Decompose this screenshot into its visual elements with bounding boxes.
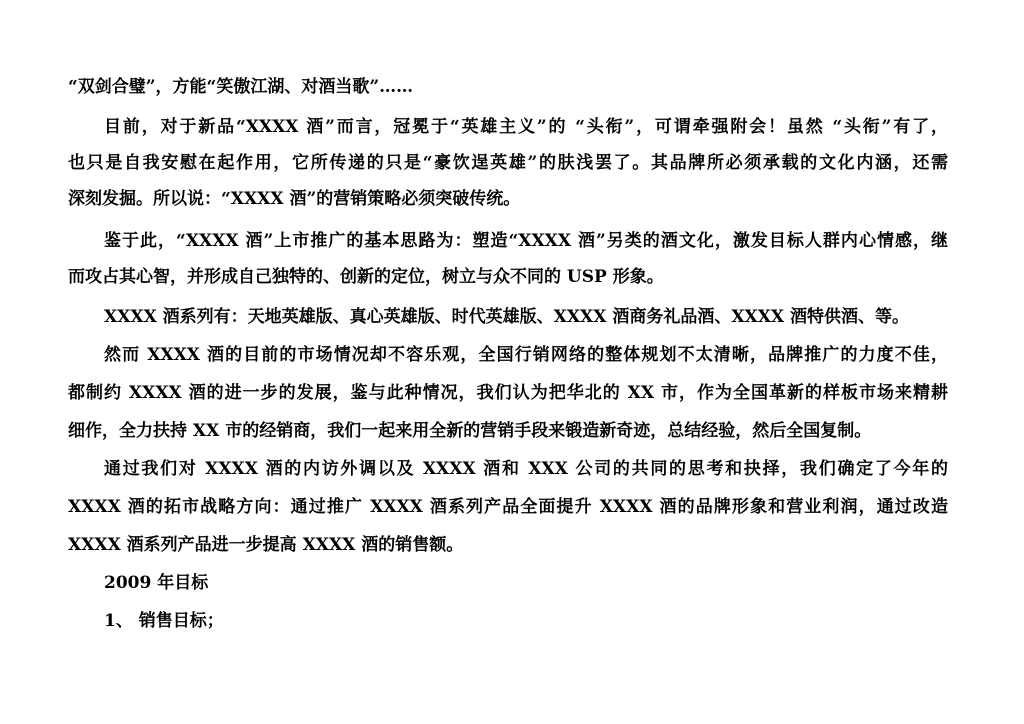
text-line-7: XXXX 酒系列有：天地英雄版、真心英雄版、时代英雄版、XXXX 酒商务礼品酒、XXXX 酒特供酒、等。: [104, 307, 910, 327]
text-line-5: 鉴于此，“XXXX 酒”上市推广的基本思路为：塑造“XXXX 酒”另类的酒文化，激发目标人群内心情感，继: [104, 231, 948, 251]
text-line-10: 细作，全力扶持 XX 市的经销商，我们一起来用全新的营销手段来锻造新奇迹，总结经验，然后全国复制。: [68, 421, 872, 441]
text-line-13: XXXX 酒系列产品进一步提高 XXXX 酒的销售额。: [68, 535, 464, 555]
section-heading: 2009 年目标: [104, 573, 209, 593]
text-line-3: 也只是自我安慰在起作用，它所传递的只是“豪饮逞英雄”的肤浅罢了。其品牌所必须承载的文化内涵，还需: [68, 153, 948, 173]
text-line-1: “双剑合璧”，方能“笑傲江湖、对酒当歌”……: [68, 77, 414, 97]
text-line-2: 目前，对于新品“XXXX 酒”而言，冠冕于“英雄主义”的 “头衔”，可谓牵强附会！虽然 “头衔”有了，: [104, 117, 948, 137]
text-line-6: 而攻占其心智，并形成自己独特的、创新的定位，树立与众不同的 USP 形象。: [68, 267, 664, 287]
text-line-4: 深刻发掘。所以说：“XXXX 酒”的营销策略必须突破传统。: [68, 189, 521, 209]
list-item: 1、 销售目标；: [104, 611, 224, 631]
text-line-8: 然而 XXXX 酒的目前的市场情况却不容乐观，全国行销网络的整体规划不太清晰，品牌推广的力度不佳，: [104, 345, 948, 365]
text-line-11: 通过我们对 XXXX 酒的内访外调以及 XXXX 酒和 XXX 公司的共同的思考和抉择，我们确定了今年的: [104, 459, 948, 479]
text-line-9: 都制约 XXXX 酒的进一步的发展，鉴与此种情况，我们认为把华北的 XX 市，作为全国革新的样板市场来精耕: [68, 383, 948, 403]
text-line-12: XXXX 酒的拓市战略方向：通过推广 XXXX 酒系列产品全面提升 XXXX 酒的品牌形象和营业利润，通过改造: [68, 497, 948, 517]
